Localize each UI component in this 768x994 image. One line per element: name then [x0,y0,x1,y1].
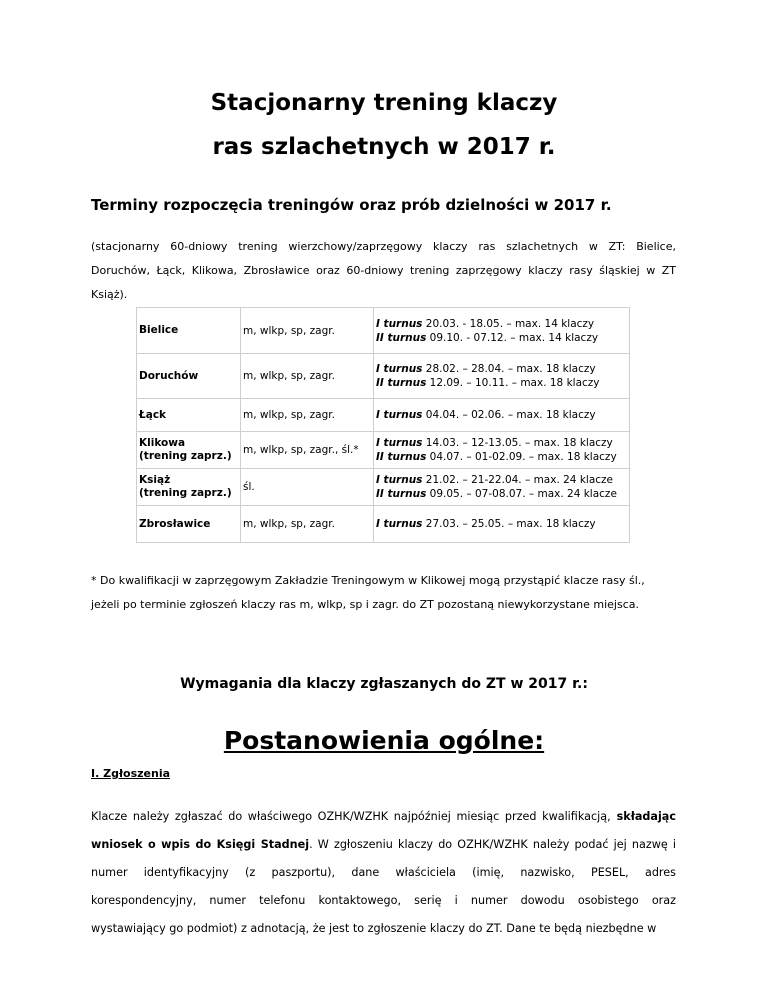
turn-label: I turnus [376,317,423,330]
turn-label: I turnus [376,518,423,530]
schedule-place-cell [137,308,241,354]
body-line: numer identyfikacyjny (z paszportu), dane właściciela (imię, nazwisko, PESEL, adres [91,866,676,879]
place-name: Klikowa [139,437,186,449]
schedule-turns-cell [374,399,630,432]
schedule-place-cell [137,354,241,399]
place-name: Zbrosławice [139,517,211,530]
requirements-heading: Wymagania dla klaczy zgłaszanych do ZT w 2017 r.: [180,676,588,692]
intro-line: Doruchów, Łąck, Klikowa, Zbrosławice oraz 60-dniowy trening zaprzęgowy klaczy rasy śląskiej w ZT [91,264,676,277]
turn-line [376,317,627,331]
body-text: . W zgłoszeniu klaczy do OZHK/WZHK należy podać jej nazwę i [309,838,676,851]
place-name: Książ [139,474,171,486]
schedule-breeds-cell: m, wlkp, sp, zagr. [241,399,374,432]
schedule-place-cell [137,432,241,469]
dates-subheading: Terminy rozpoczęcia treningów oraz prób dzielności w 2017 r. [91,196,612,214]
schedule-turns-cell [374,432,630,469]
turn-label: II turnus [376,488,427,500]
turn-line [376,408,627,422]
schedule-place-cell [137,506,241,543]
place-note: (trening zaprz.) [139,487,232,499]
schedule-breeds-cell: m, wlkp, sp, zagr., śl.* [241,432,374,469]
schedule-breeds-cell: m, wlkp, sp, zagr. [241,506,374,543]
body-line [91,803,676,831]
schedule-place-cell [137,399,241,432]
turn-dates: 21.02. – 21-22.04. – max. 24 klacze [422,474,613,486]
schedule-row [137,354,630,399]
schedule-turns-cell [374,469,630,506]
turn-line [376,517,627,531]
turn-label: I turnus [376,409,423,421]
body-bold-text: składając [610,810,676,823]
place-name: Doruchów [139,369,199,382]
body-line: korespondencyjny, numer telefonu kontaktowego, serię i numer dowodu osobistego oraz [91,894,676,907]
schedule-turns-cell [374,308,630,354]
place-name: Bielice [139,324,179,336]
footnote-line: jeżeli po terminie zgłoszeń klaczy ras m, wlkp, sp i zagr. do ZT pozostaną niewykorzystane miejsca. [91,598,639,611]
turn-label: II turnus [376,331,427,344]
schedule-row [137,308,630,354]
schedule-breeds-cell: śl. [241,469,374,506]
turn-label: II turnus [376,377,427,389]
turn-line [376,473,627,487]
turn-dates: 04.04. – 02.06. – max. 18 klaczy [422,409,596,421]
turn-label: II turnus [376,451,427,463]
turn-line [376,362,627,376]
turn-line [376,331,627,345]
section-heading: I. Zgłoszenia [91,767,171,780]
document-title-line-2: ras szlachetnych w 2017 r. [212,134,556,160]
turn-dates: 09.10. - 07.12. – max. 14 klaczy [426,331,599,344]
turn-line [376,487,627,501]
place-note: (trening zaprz.) [139,450,232,462]
document-title-line-1: Stacjonarny trening klaczy [210,90,558,116]
turn-dates: 27.03. – 25.05. – max. 18 klaczy [422,518,596,530]
schedule-row [137,432,630,469]
general-provisions-heading: Postanowienia ogólne: [223,726,545,755]
footnote [91,569,676,617]
intro-paragraph [91,235,676,307]
turn-line [376,450,627,464]
turn-dates: 04.07. – 01-02.09. – max. 18 klaczy [426,451,617,463]
turn-dates: 14.03. – 12-13.05. – max. 18 klaczy [422,437,613,449]
schedule-breeds-cell: m, wlkp, sp, zagr. [241,308,374,354]
turn-line [376,376,627,390]
schedule-row [137,469,630,506]
turn-line [376,436,627,450]
turn-dates: 20.03. - 18.05. – max. 14 klaczy [422,317,595,330]
body-paragraph [91,803,676,943]
body-line: wystawiający go podmiot) z adnotacją, że jest to zgłoszenie klaczy do ZT. Dane te będą niezbędne w [91,922,657,935]
footnote-line: * Do kwalifikacji w zaprzęgowym Zakładzie Treningowym w Klikowej mogą przystąpić klacze rasy śl., [91,574,645,587]
intro-line: (stacjonarny 60-dniowy trening wierzchowy/zaprzęgowy klaczy ras szlachetnych w ZT: Bielice, [91,240,676,253]
turn-dates: 09.05. – 07-08.07. – max. 24 klacze [426,488,617,500]
body-line [91,831,676,859]
schedule-row [137,399,630,432]
schedule-place-cell [137,469,241,506]
body-text: Klacze należy zgłaszać do właściwego OZHK/WZHK najpóźniej miesiąc przed kwalifikacją, [91,810,611,823]
intro-line: Książ). [91,288,128,301]
schedule-turns-cell [374,506,630,543]
schedule-turns-cell [374,354,630,399]
place-name: Łąck [139,408,167,421]
turn-dates: 28.02. – 28.04. – max. 18 klaczy [422,363,596,375]
turn-label: I turnus [376,437,423,449]
schedule-breeds-cell: m, wlkp, sp, zagr. [241,354,374,399]
turn-label: I turnus [376,474,423,486]
turn-dates: 12.09. – 10.11. – max. 18 klaczy [426,377,600,389]
schedule-table [136,307,630,543]
body-bold-text: wniosek o wpis do Księgi Stadnej [91,838,310,851]
schedule-row [137,506,630,543]
turn-label: I turnus [376,363,423,375]
